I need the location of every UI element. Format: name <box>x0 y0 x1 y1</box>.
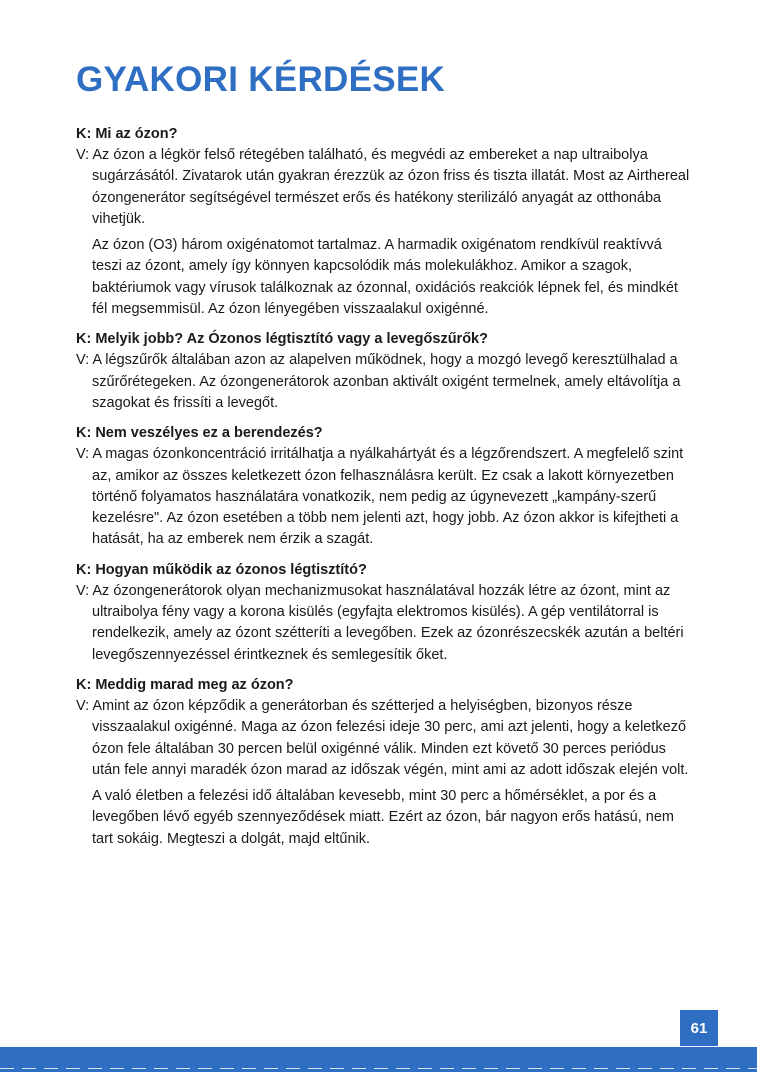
faq-list <box>76 124 694 859</box>
faq-answer: V: A magas ózonkoncentráció irritálhatja a nyálkahártyát és a légzőrendszert. A megfelelő szint az, amikor az összes keletkezett ózon felhasználásra került. Ez csak a lakott környezetben történő folyamatos használatára vonatkozik, nem pedig az úgynevezett „kampány-szerű kezelésre". Az ózon esetében a több nem jelenti azt, hogy jobb. Az ózon akkor is kifejtheti a hatását, ha az emberek nem érzik a szagát. <box>76 446 684 548</box>
faq-answer-continued: A való életben a felezési idő általában kevesebb, mint 30 perc a hőmérséklet, a por és a levegőben lévő egyéb szennyeződések miatt. Ezért az ózon, bár nagyon erős hatású, nem tart sokáig. Megteszi a dolgát, majd eltűnik. <box>92 788 674 847</box>
faq-answer: V: Amint az ózon képződik a generátorban és szétterjed a helyiségben, bizonyos része visszaalakul oxigénné. Maga az ózon felezési ideje 30 perc, ami azt jelenti, hogy a keletkező ózon fele általában 30 percen belül oxigénné válik. Minden ezt követő 30 perces periódus után fele annyi maradék ózon marad az időszak végén, mint ami az adott időszak elején volt. <box>76 697 689 778</box>
faq-question: K: Hogyan működik az ózonos légtisztító? <box>76 561 367 578</box>
faq-question: K: Mi az ózon? <box>76 126 178 142</box>
faq-question: K: Meddig marad meg az ózon? <box>76 676 294 693</box>
faq-item <box>76 675 694 850</box>
faq-answer: V: Az ózongenerátorok olyan mechanizmusokat használatával hozzák létre az ózont, mint az ultraibolya fény vagy a korona kisülés (egyfajta elektromos kisülés). A gép ventilátorral is rendelkezik, amely az ózont szétteríti a levegőben. Ezek az ózonrészecskék azután a beltéri levegőszennyezéssel érintkeznek és semlegesítik őket. <box>76 582 684 663</box>
faq-item <box>76 329 694 414</box>
page-title: GYAKORI KÉRDÉSEK <box>76 60 446 99</box>
footer-stripe <box>0 1068 757 1069</box>
faq-answer-continued: Az ózon (O3) három oxigénatomot tartalmaz. A harmadik oxigénatom rendkívül reaktívvá teszi az ózont, amely így könnyen kapcsolódik más molekulákhoz. Amikor a szagok, baktériumok vagy vírusok találkoznak az ózonnal, oxidációs reakciók lépnek fel, és mindkét fél megsemmisül. Az ózon lényegében visszaalakul oxigénné. <box>92 237 678 318</box>
faq-question: K: Melyik jobb? Az Ózonos légtisztító vagy a levegőszűrők? <box>76 331 488 348</box>
faq-item <box>76 423 694 550</box>
faq-question: K: Nem veszélyes ez a berendezés? <box>76 425 323 442</box>
faq-item <box>76 124 694 320</box>
faq-answer: V: A légszűrők általában azon az alapelven működnek, hogy a mozgó levegő keresztülhalad a szűrőrétegeken. Az ózongenerátorok azonban aktivált oxigént termelnek, amely eltávolítja a szagokat és frissíti a levegőt. <box>76 352 681 411</box>
faq-item <box>76 560 694 666</box>
footer-bar <box>0 1047 757 1072</box>
page-number: 61 <box>680 1010 718 1046</box>
faq-answer: V: Az ózon a légkör felső rétegében található, és megvédi az embereket a nap ultraibolya sugárzásától. Zivatarok után gyakran érezzük az ózon friss és tiszta illatát. Most az Airthereal ózongenerátor segítségével természet erős és hatékony sterilizáló anyagát az otthonába vihetjük. <box>76 147 690 227</box>
